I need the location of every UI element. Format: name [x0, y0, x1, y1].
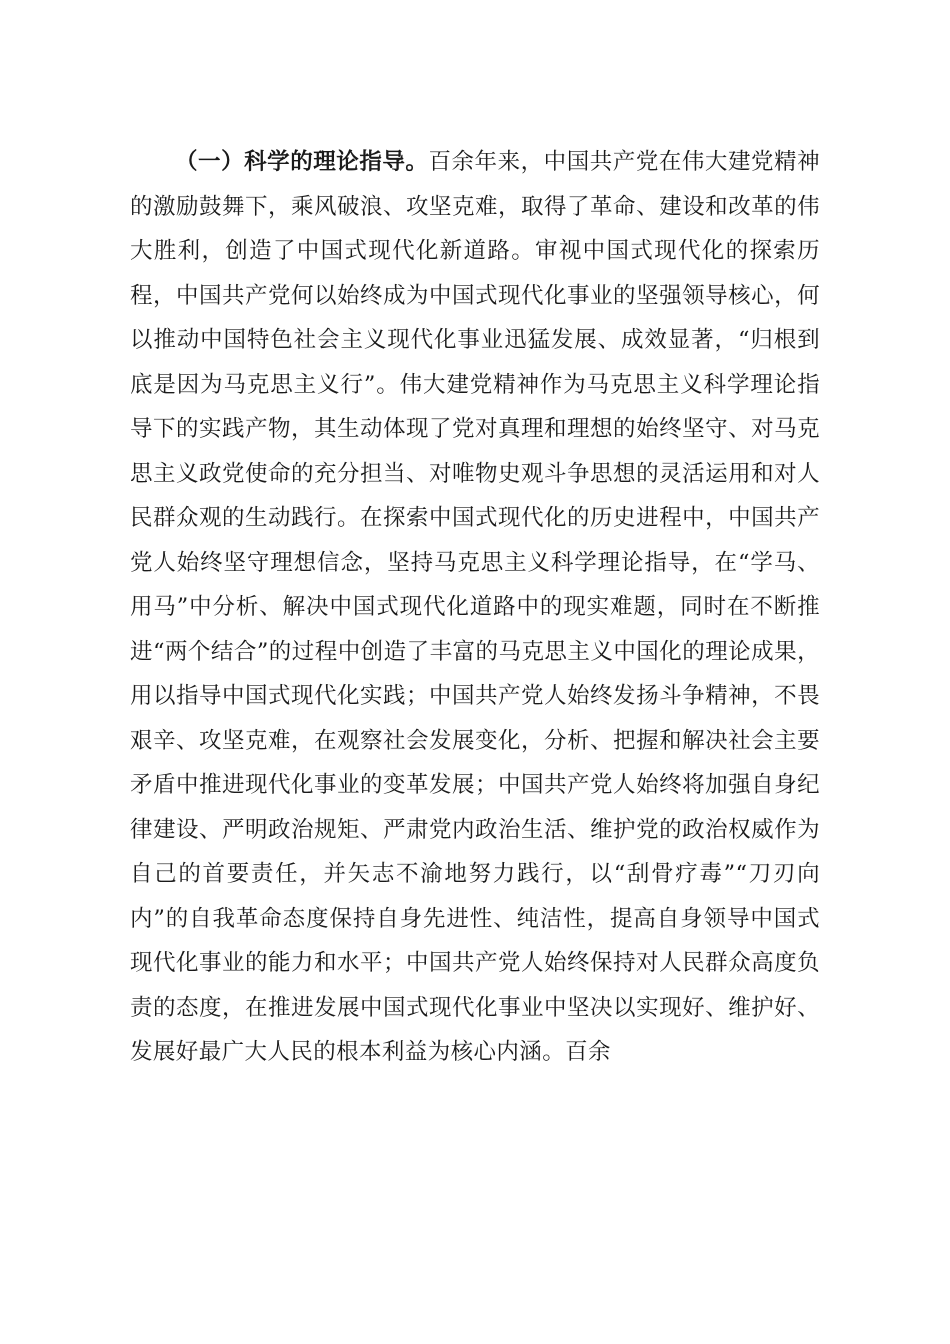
body-paragraph — [130, 140, 820, 1075]
paragraph-body-text: 百余年来，中国共产党在伟大建党精神的激励鼓舞下，乘风破浪、攻坚克难，取得了革命、建设和改革的伟大胜利，创造了中国式现代化新道路。审视中国式现代化的探索历程，中国共产党何以始终成为中国式现代化事业的坚强领导核心，何以推动中国特色社会主义现代化事业迅猛发展、成效显著，“归根到底是因为马克思主义行”。伟大建党精神作为马克思主义科学理论指导下的实践产物，其生动体现了党对真理和理想的始终坚守、对马克思主义政党使命的充分担当、对唯物史观斗争思想的灵活运用和对人民群众观的生动践行。在探索中国式现代化的历史进程中，中国共产党人始终坚守理想信念，坚持马克思主义科学理论指导，在“学马、用马”中分析、解决中国式现代化道路中的现实难题，同时在不断推进“两个结合”的过程中创造了丰富的马克思主义中国化的理论成果，用以指导中国式现代化实践；中国共产党人始终发扬斗争精神，不畏艰辛、攻坚克难，在观察社会发展变化，分析、把握和解决社会主要矛盾中推进现代化事业的变革发展；中国共产党人始终将加强自身纪律建设、严明政治规矩、严肃党内政治生活、维护党的政治权威作为自己的首要责任，并矢志不渝地努力践行，以“刮骨疗毒”“刀刃向内”的自我革命态度保持自身先进性、纯洁性，提高自身领导中国式现代化事业的能力和水平；中国共产党人始终保持对人民群众高度负责的态度，在推进发展中国式现代化事业中坚决以实现好、维护好、发展好最广大人民的根本利益为核心内涵。百余 — [130, 149, 820, 1065]
section-heading-lead: （一）科学的理论指导。 — [175, 149, 429, 175]
